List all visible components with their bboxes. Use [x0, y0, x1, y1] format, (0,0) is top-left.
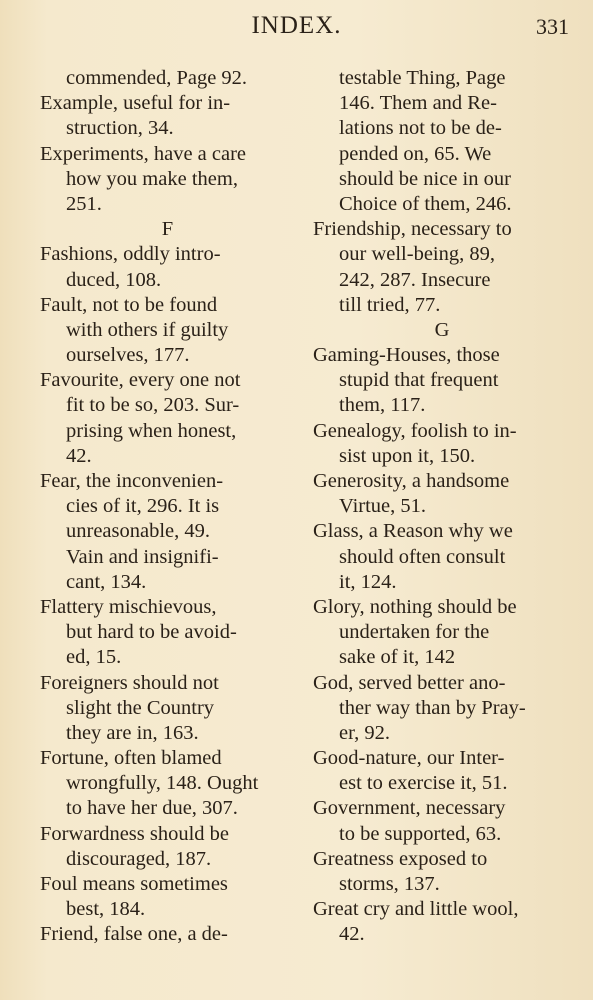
index-entry-continuation [313, 192, 571, 217]
index-entry-continuation [40, 620, 295, 645]
index-entry-continuation [40, 268, 295, 293]
index-line-text: should often consult [339, 545, 506, 568]
index-entry-continuation [313, 620, 571, 645]
index-entry-continuation [40, 444, 295, 469]
index-entry [40, 595, 295, 620]
index-entry-continuation [40, 771, 295, 796]
index-entry [40, 822, 295, 847]
index-line-text: Great cry and little wool, [313, 898, 519, 921]
index-entry [40, 922, 295, 947]
index-line-text: Example, useful for in- [40, 92, 231, 115]
index-entry-continuation [40, 897, 295, 922]
page-number: 331 [536, 14, 569, 39]
index-entry [313, 419, 571, 444]
index-line-text: 42. [339, 923, 365, 946]
index-line-text: Favourite, every one not [40, 369, 241, 392]
index-entry-continuation [40, 696, 295, 721]
index-line-text: 251. [66, 192, 102, 215]
index-entry [40, 142, 295, 167]
index-line-text: Fault, not to be found [40, 293, 218, 316]
index-entry-continuation [40, 419, 295, 444]
index-entry [313, 343, 571, 368]
index-line-text: fit to be so, 203. Sur- [66, 394, 240, 417]
index-entry-continuation [40, 66, 295, 91]
index-entry [40, 671, 295, 696]
index-line-text: Fortune, often blamed [40, 747, 222, 770]
index-column-left [40, 66, 295, 948]
index-line-text: commended, Page 92. [66, 67, 248, 89]
index-line-text: Experiments, have a care [40, 142, 247, 165]
index-line-text: unreasonable, 49. [66, 520, 211, 543]
index-entry-continuation [40, 116, 295, 141]
index-line-text: Friendship, necessary to [313, 218, 512, 241]
index-entry-continuation [40, 721, 295, 746]
index-line-text: to have her due, 307. [66, 797, 238, 820]
index-entry-continuation [313, 721, 571, 746]
index-line-text: lations not to be de- [339, 117, 502, 140]
index-line-text: till tried, 77. [339, 293, 441, 316]
index-entry [313, 519, 571, 544]
index-line-text: Glory, nothing should be [313, 595, 517, 618]
index-line-text: how you make them, [66, 167, 238, 190]
index-entry [40, 293, 295, 318]
index-entry [313, 469, 571, 494]
index-line-text: Fear, the inconvenien- [40, 470, 224, 492]
index-line-text: ed, 15. [66, 646, 122, 669]
section-letter [313, 318, 571, 343]
index-entry [40, 469, 295, 494]
index-entry-continuation [313, 822, 571, 847]
index-line-text: should be nice in our [339, 167, 511, 190]
index-line-text: stupid that frequent [339, 369, 499, 392]
index-entry-continuation [313, 922, 571, 947]
index-entry-continuation [313, 142, 571, 167]
index-entry-continuation [313, 116, 571, 141]
index-line-text: Fashions, oddly intro- [40, 243, 221, 266]
index-entry [40, 368, 295, 393]
index-line-text: it, 124. [339, 570, 397, 593]
index-line-text: er, 92. [339, 721, 390, 744]
index-line-text: struction, 34. [66, 117, 174, 140]
index-line-text: to be supported, 63. [339, 822, 502, 845]
index-line-text: with others if guilty [66, 318, 229, 341]
index-line-text: they are in, 163. [66, 721, 199, 744]
index-line-text: Foreigners should not [40, 671, 219, 694]
index-entry-continuation [313, 771, 571, 796]
index-line-text: testable Thing, Page [339, 67, 506, 89]
index-line-text: Flattery mischievous, [40, 595, 217, 618]
index-line-text: slight the Country [66, 696, 215, 719]
index-entry [40, 91, 295, 116]
index-entry-continuation [313, 393, 571, 418]
index-line-text: duced, 108. [66, 268, 162, 291]
index-entry-continuation [313, 444, 571, 469]
index-entry-continuation [313, 645, 571, 670]
index-line-text: 42. [66, 444, 92, 467]
index-entry-continuation [40, 645, 295, 670]
index-entry [313, 897, 571, 922]
index-line-text: but hard to be avoid- [66, 621, 237, 644]
page-header [0, 12, 593, 48]
index-entry [40, 746, 295, 771]
index-line-text: best, 184. [66, 898, 146, 921]
index-line-text: sist upon it, 150. [339, 444, 476, 467]
index-entry-continuation [40, 494, 295, 519]
index-entry [313, 671, 571, 696]
index-entry [40, 242, 295, 267]
index-entry-continuation [313, 696, 571, 721]
index-line-text: Vain and insignifi- [66, 545, 219, 568]
index-entry-continuation [313, 66, 571, 91]
index-line-text: undertaken for the [339, 621, 490, 644]
index-entry-continuation [40, 519, 295, 544]
section-letter [40, 217, 295, 242]
index-entry-continuation [40, 393, 295, 418]
index-entry-continuation [313, 494, 571, 519]
index-entry [313, 796, 571, 821]
index-line-text: cies of it, 296. It is [66, 495, 220, 518]
index-entry-continuation [40, 318, 295, 343]
index-line-text: our well-being, 89, [339, 243, 495, 266]
index-line-text: ourselves, 177. [66, 344, 190, 367]
index-line-text: Friend, false one, a de- [40, 923, 228, 946]
index-line-text: Good-nature, our Inter- [313, 747, 505, 770]
index-entry-continuation [313, 242, 571, 267]
index-line-text: est to exercise it, 51. [339, 772, 508, 795]
index-line-text: cant, 134. [66, 570, 147, 593]
index-line-text: F [161, 218, 174, 241]
index-entry-continuation [40, 796, 295, 821]
index-line-text: Government, necessary [313, 797, 506, 820]
page-title: INDEX. [251, 12, 342, 39]
index-entry-continuation [313, 872, 571, 897]
index-entry-continuation [40, 545, 295, 570]
index-line-text: Greatness exposed to [313, 847, 488, 870]
index-line-text: Glass, a Reason why we [313, 520, 513, 543]
index-line-text: Virtue, 51. [339, 495, 427, 518]
index-line-text: wrongfully, 148. Ought [66, 772, 259, 795]
index-line-text: Choice of them, 246. [339, 192, 512, 215]
index-entry [40, 872, 295, 897]
index-line-text: pended on, 65. We [339, 142, 492, 165]
index-entry-continuation [40, 847, 295, 872]
index-entry [313, 217, 571, 242]
index-entry-continuation [40, 167, 295, 192]
index-entry [313, 746, 571, 771]
index-line-text: 242, 287. Insecure [339, 268, 491, 291]
index-line-text: Generosity, a handsome [313, 470, 510, 492]
index-line-text: Gaming-Houses, those [313, 344, 500, 367]
index-entry-continuation [40, 192, 295, 217]
index-entry-continuation [313, 167, 571, 192]
index-line-text: 146. Them and Re- [339, 92, 497, 115]
index-entry-continuation [313, 293, 571, 318]
index-entry-continuation [313, 91, 571, 116]
index-entry-continuation [313, 268, 571, 293]
index-entry [313, 847, 571, 872]
index-line-text: Forwardness should be [40, 822, 230, 845]
index-entry-continuation [40, 343, 295, 368]
index-entry-continuation [313, 368, 571, 393]
index-entry-continuation [313, 570, 571, 595]
index-line-text: ther way than by Pray- [339, 696, 526, 719]
index-line-text: prising when honest, [66, 419, 237, 442]
index-line-text: G [434, 318, 450, 341]
index-line-text: sake of it, 142 [339, 646, 456, 669]
index-line-text: Foul means sometimes [40, 873, 228, 895]
index-line-text: Genealogy, foolish to in- [313, 419, 517, 442]
index-line-text: discouraged, 187. [66, 847, 212, 870]
index-entry-continuation [40, 570, 295, 595]
index-line-text: God, served better ano- [313, 671, 506, 694]
index-entry [313, 595, 571, 620]
index-line-text: storms, 137. [339, 873, 440, 895]
index-column-right [313, 66, 571, 948]
index-entry-continuation [313, 545, 571, 570]
index-line-text: them, 117. [339, 394, 426, 417]
